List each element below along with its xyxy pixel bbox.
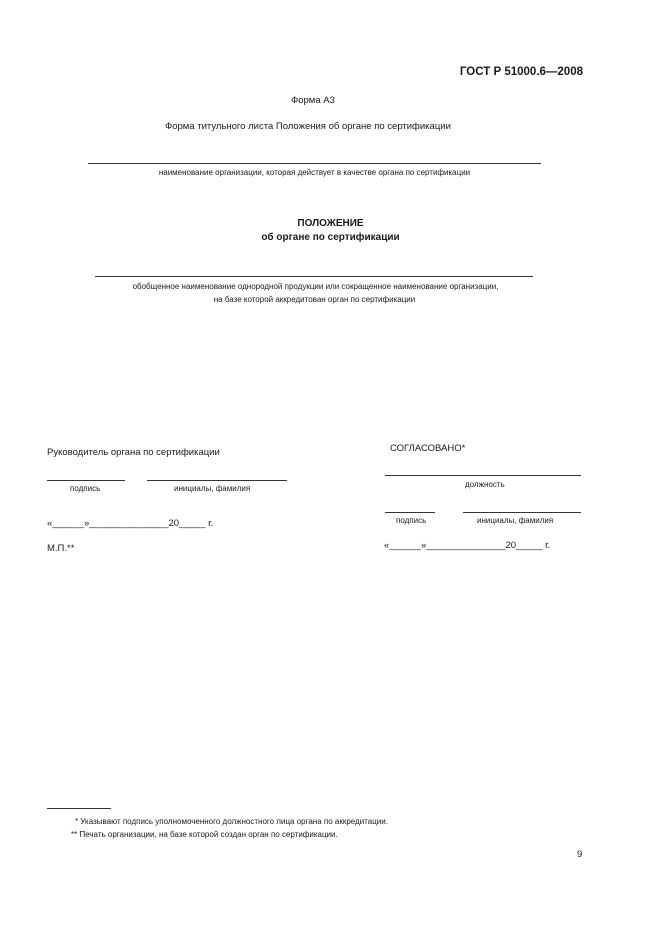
footnote-1: * Указывают подпись уполномоченного должностного лица органа по аккредитации.: [75, 817, 388, 826]
approved-heading: СОГЛАСОВАНО*: [390, 443, 466, 454]
footnote-2: ** Печать организации, на базе которой создан орган по сертификации.: [71, 830, 338, 839]
left-signature-line[interactable]: [47, 480, 125, 481]
right-date-line[interactable]: «______»_______________20_____ г.: [384, 540, 551, 551]
product-caption-line1: обобщенное наименование однородной продукции или сокращенное наименование организации,: [132, 282, 499, 291]
head-of-body-heading: Руководитель органа по сертификации: [47, 447, 220, 458]
org-name-line: [88, 163, 541, 164]
right-signature-line[interactable]: [385, 512, 435, 513]
document-title: ПОЛОЖЕНИЕ: [297, 218, 364, 229]
position-line[interactable]: [385, 475, 581, 476]
form-number: Форма А3: [291, 95, 335, 106]
product-name-line: [95, 276, 533, 277]
standard-code: ГОСТ Р 51000.6—2008: [459, 66, 583, 78]
org-name-caption: наименование организации, которая действует в качестве органа по сертификации: [158, 168, 471, 177]
right-signature-label: подпись: [396, 516, 427, 525]
footnote-separator: [47, 808, 111, 809]
right-name-line[interactable]: [463, 512, 581, 513]
left-date-line[interactable]: «______»_______________20_____ г.: [47, 518, 214, 529]
right-name-label: инициалы, фамилия: [477, 516, 554, 525]
position-label: должность: [465, 480, 505, 489]
page-number: 9: [577, 849, 583, 860]
left-name-label: инициалы, фамилия: [174, 484, 251, 493]
document-title-sub: об органе по сертификации: [261, 232, 400, 243]
form-subtitle: Форма титульного листа Положения об органе по сертификации: [165, 121, 451, 132]
product-caption-line2: на базе которой аккредитован орган по сертификации: [213, 295, 416, 304]
seal-mark: М.П.**: [47, 543, 75, 554]
left-name-line[interactable]: [147, 480, 287, 481]
left-signature-label: подпись: [70, 484, 101, 493]
